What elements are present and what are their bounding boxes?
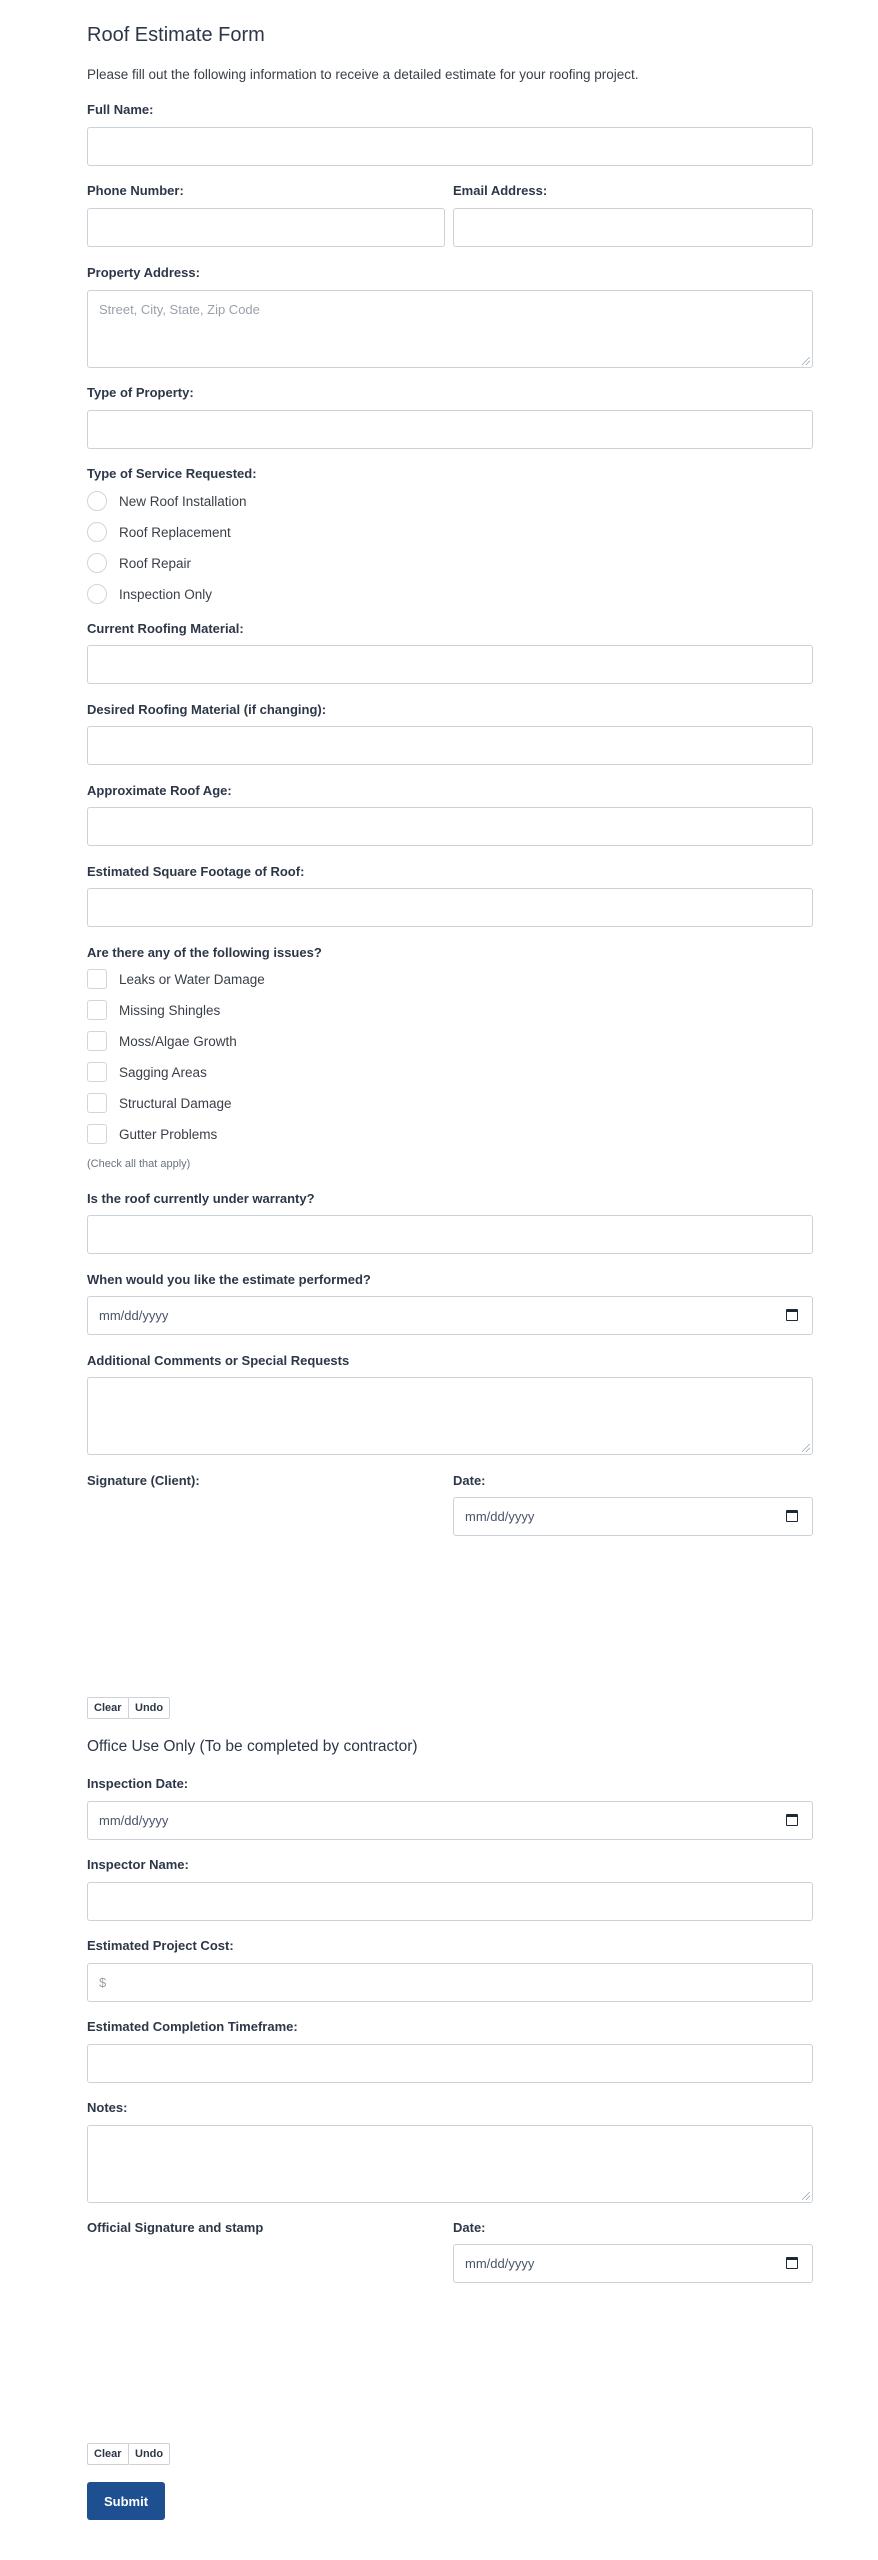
address-textarea[interactable]: [87, 290, 813, 368]
full-name-input[interactable]: [87, 127, 813, 166]
service-option[interactable]: [87, 522, 231, 542]
inspection-date-input[interactable]: [87, 1801, 813, 1840]
email-input[interactable]: [453, 208, 813, 247]
clear-official-signature-button[interactable]: Clear: [87, 2443, 129, 2465]
radio-icon[interactable]: [87, 584, 107, 604]
notes-textarea[interactable]: [87, 2125, 813, 2203]
undo-signature-button[interactable]: Undo: [128, 1697, 170, 1719]
official-signature-label: Official Signature and stamp: [87, 2220, 264, 2235]
service-label: Type of Service Requested:: [87, 466, 257, 481]
issue-option[interactable]: [87, 1093, 232, 1113]
resize-handle-icon[interactable]: [802, 1444, 810, 1452]
client-signature-label: Signature (Client):: [87, 1473, 200, 1488]
checkbox-icon[interactable]: [87, 1031, 107, 1051]
warranty-input[interactable]: [87, 1215, 813, 1254]
issues-label: Are there any of the following issues?: [87, 945, 322, 960]
service-option-label: Roof Replacement: [119, 524, 231, 540]
calendar-icon[interactable]: [786, 2257, 798, 2269]
roof-age-input[interactable]: [87, 807, 813, 846]
estimate-date-input[interactable]: [87, 1296, 813, 1335]
radio-icon[interactable]: [87, 522, 107, 542]
official-date-label: Date:: [453, 2220, 486, 2235]
calendar-icon[interactable]: [786, 1510, 798, 1522]
issue-option-label: Moss/Algae Growth: [119, 1033, 237, 1049]
issue-option-label: Gutter Problems: [119, 1126, 218, 1142]
official-date-input[interactable]: [453, 2244, 813, 2283]
issue-option-label: Sagging Areas: [119, 1064, 207, 1080]
checkbox-icon[interactable]: [87, 1062, 107, 1082]
undo-official-signature-button[interactable]: Undo: [128, 2443, 170, 2465]
official-signature-pad[interactable]: [87, 2242, 447, 2432]
client-signature-pad[interactable]: [87, 1495, 447, 1685]
property-type-label: Type of Property:: [87, 385, 194, 400]
service-option[interactable]: [87, 553, 191, 573]
warranty-label: Is the roof currently under warranty?: [87, 1191, 315, 1206]
form-title: Roof Estimate Form: [87, 24, 265, 46]
timeframe-input[interactable]: [87, 2044, 813, 2083]
inspector-name-label: Inspector Name:: [87, 1857, 189, 1872]
issues-hint: (Check all that apply): [87, 1158, 191, 1170]
timeframe-label: Estimated Completion Timeframe:: [87, 2019, 298, 2034]
property-type-input[interactable]: [87, 410, 813, 449]
comments-label: Additional Comments or Special Requests: [87, 1353, 350, 1368]
checkbox-icon[interactable]: [87, 1093, 107, 1113]
desired-material-label: Desired Roofing Material (if changing):: [87, 702, 327, 717]
service-option-label: Roof Repair: [119, 555, 192, 571]
date-placeholder: mm/dd/yyyy: [465, 2256, 535, 2271]
address-placeholder: Street, City, State, Zip Code: [99, 302, 260, 317]
submit-button[interactable]: Submit: [87, 2482, 165, 2520]
client-date-label: Date:: [453, 1473, 486, 1488]
current-material-input[interactable]: [87, 645, 813, 684]
service-option[interactable]: [87, 584, 212, 604]
radio-icon[interactable]: [87, 553, 107, 573]
inspection-date-label: Inspection Date:: [87, 1776, 189, 1791]
issue-option-label: Leaks or Water Damage: [119, 971, 265, 987]
checkbox-icon[interactable]: [87, 1124, 107, 1144]
issue-option[interactable]: [87, 1124, 217, 1144]
checkbox-icon[interactable]: [87, 1000, 107, 1020]
currency-prefix: $: [99, 1975, 107, 1990]
client-date-input[interactable]: [453, 1497, 813, 1536]
calendar-icon[interactable]: [786, 1309, 798, 1321]
full-name-label: Full Name:: [87, 102, 154, 117]
date-placeholder: mm/dd/yyyy: [99, 1813, 169, 1828]
roof-age-label: Approximate Roof Age:: [87, 783, 232, 798]
issue-option-label: Missing Shingles: [119, 1002, 221, 1018]
service-option-label: New Roof Installation: [119, 493, 247, 509]
issue-option[interactable]: [87, 1031, 237, 1051]
service-option-label: Inspection Only: [119, 586, 213, 602]
sqft-input[interactable]: [87, 888, 813, 927]
issue-option-label: Structural Damage: [119, 1095, 232, 1111]
resize-handle-icon[interactable]: [802, 2192, 810, 2200]
current-material-label: Current Roofing Material:: [87, 621, 244, 636]
issue-option[interactable]: [87, 1062, 207, 1082]
sqft-label: Estimated Square Footage of Roof:: [87, 864, 305, 879]
checkbox-icon[interactable]: [87, 969, 107, 989]
cost-input[interactable]: [87, 1963, 813, 2002]
service-option[interactable]: [87, 491, 247, 511]
office-section-title: Office Use Only (To be completed by contractor): [87, 1738, 418, 1755]
issue-option[interactable]: [87, 969, 265, 989]
comments-textarea[interactable]: [87, 1377, 813, 1455]
address-label: Property Address:: [87, 265, 200, 280]
issue-option[interactable]: [87, 1000, 220, 1020]
date-placeholder: mm/dd/yyyy: [99, 1308, 169, 1323]
inspector-name-input[interactable]: [87, 1882, 813, 1921]
phone-input[interactable]: [87, 208, 445, 247]
cost-label: Estimated Project Cost:: [87, 1938, 234, 1953]
form-intro: Please fill out the following information to receive a detailed estimate for your roofing project.: [87, 67, 639, 82]
email-label: Email Address:: [453, 183, 548, 198]
estimate-date-label: When would you like the estimate performed?: [87, 1272, 371, 1287]
resize-handle-icon[interactable]: [802, 357, 810, 365]
radio-icon[interactable]: [87, 491, 107, 511]
date-placeholder: mm/dd/yyyy: [465, 1509, 535, 1524]
phone-label: Phone Number:: [87, 183, 184, 198]
desired-material-input[interactable]: [87, 726, 813, 765]
clear-signature-button[interactable]: Clear: [87, 1697, 129, 1719]
calendar-icon[interactable]: [786, 1814, 798, 1826]
notes-label: Notes:: [87, 2100, 128, 2115]
